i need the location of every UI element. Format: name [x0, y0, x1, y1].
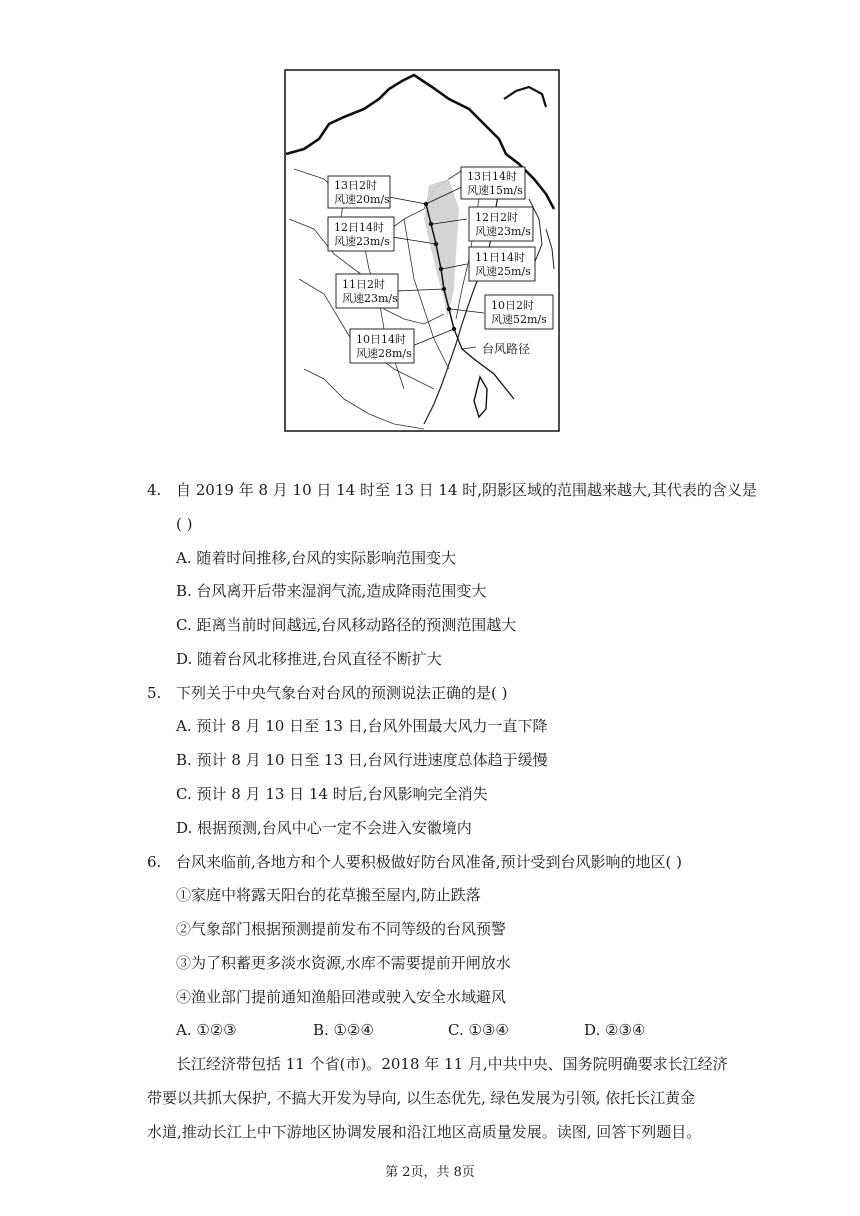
q6-item-2: ②气象部门根据预测提前发布不同等级的台风预警	[176, 920, 507, 938]
passage-line-2: 带要以共抓大保护, 不搞大开发为导向, 以生态优先, 绿色发展为引领, 依托长江黄金	[147, 1089, 696, 1107]
svg-text:风速23m/s: 风速23m/s	[342, 292, 398, 305]
q4-option-d[interactable]: D. 随着台风北移推进,台风直径不断扩大	[176, 650, 442, 668]
svg-text:风速20m/s: 风速20m/s	[334, 193, 390, 206]
q4-stem: 自 2019 年 8 月 10 日 14 时至 13 日 14 时,阴影区域的范围越来越大,其代表的含义是	[176, 481, 757, 499]
q6-item-1: ①家庭中将露天阳台的花草搬至屋内,防止跌落	[176, 886, 481, 904]
q6-choice-a[interactable]: A. ①②③	[176, 1021, 237, 1039]
q6-item-4: ④渔业部门提前通知渔船回港或驶入安全水域避风	[176, 988, 507, 1006]
q5-number: 5.	[147, 684, 162, 702]
q4-stem-paren: ( )	[176, 515, 193, 533]
q5-stem: 下列关于中央气象台对台风的预测说法正确的是( )	[176, 684, 508, 702]
svg-text:风速28m/s: 风速28m/s	[356, 347, 412, 360]
q5-option-c[interactable]: C. 预计 8 月 13 日 14 时后,台风影响完全消失	[176, 785, 488, 803]
svg-text:11日14时: 11日14时	[475, 251, 525, 264]
label-12d14h	[328, 217, 394, 251]
q4-number: 4.	[147, 481, 162, 499]
svg-text:风速15m/s: 风速15m/s	[467, 184, 523, 197]
q5-option-a[interactable]: A. 预计 8 月 10 日至 13 日,台风外围最大风力一直下降	[176, 717, 548, 735]
svg-text:12日14时: 12日14时	[334, 221, 384, 234]
q6-choice-d[interactable]: D. ②③④	[584, 1021, 646, 1039]
label-13d2h	[328, 176, 390, 208]
track-label: 台风路径	[482, 342, 531, 356]
q6-number: 6.	[147, 853, 162, 871]
svg-text:10日2时: 10日2时	[491, 299, 534, 312]
label-10d14h	[350, 329, 414, 363]
typhoon-track-map	[284, 69, 560, 432]
q5-option-b[interactable]: B. 预计 8 月 10 日至 13 日,台风行进速度总体趋于缓慢	[176, 751, 548, 769]
q6-choice-b[interactable]: B. ①②④	[313, 1021, 374, 1039]
q6-item-3: ③为了积蓄更多淡水资源,水库不需要提前开闸放水	[176, 954, 511, 972]
page-footer: 第 2页，共 8页	[385, 1165, 475, 1180]
label-12d2h	[469, 207, 533, 241]
svg-text:12日2时: 12日2时	[475, 211, 518, 224]
q6-choice-c[interactable]: C. ①③④	[448, 1021, 509, 1039]
passage-line-3: 水道,推动长江上中下游地区协调发展和沿江地区高质量发展。读图, 回答下列题目。	[147, 1123, 702, 1141]
q5-option-d[interactable]: D. 根据预测,台风中心一定不会进入安徽境内	[176, 819, 472, 837]
label-13d14h	[461, 167, 525, 199]
svg-text:13日14时: 13日14时	[467, 170, 517, 183]
label-10d2h	[485, 295, 553, 329]
svg-text:13日2时: 13日2时	[334, 179, 377, 192]
svg-text:风速23m/s: 风速23m/s	[334, 235, 390, 248]
svg-text:风速25m/s: 风速25m/s	[475, 265, 531, 278]
label-11d14h	[469, 247, 535, 281]
svg-text:11日2时: 11日2时	[342, 278, 385, 291]
q4-option-b[interactable]: B. 台风离开后带来湿润气流,造成降雨范围变大	[176, 582, 487, 600]
passage-line-1: 长江经济带包括 11 个省(市)。2018 年 11 月,中共中央、国务院明确要求长江经济	[176, 1055, 728, 1073]
label-11d2h	[336, 274, 398, 308]
svg-text:10日14时: 10日14时	[356, 333, 406, 346]
q4-option-a[interactable]: A. 随着时间推移,台风的实际影响范围变大	[176, 549, 457, 567]
svg-text:风速52m/s: 风速52m/s	[491, 313, 547, 326]
q4-option-c[interactable]: C. 距离当前时间越远,台风移动路径的预测范围越大	[176, 616, 517, 634]
svg-text:风速23m/s: 风速23m/s	[475, 225, 531, 238]
q6-stem: 台风来临前,各地方和个人要积极做好防台风准备,预计受到台风影响的地区( )	[176, 853, 683, 871]
